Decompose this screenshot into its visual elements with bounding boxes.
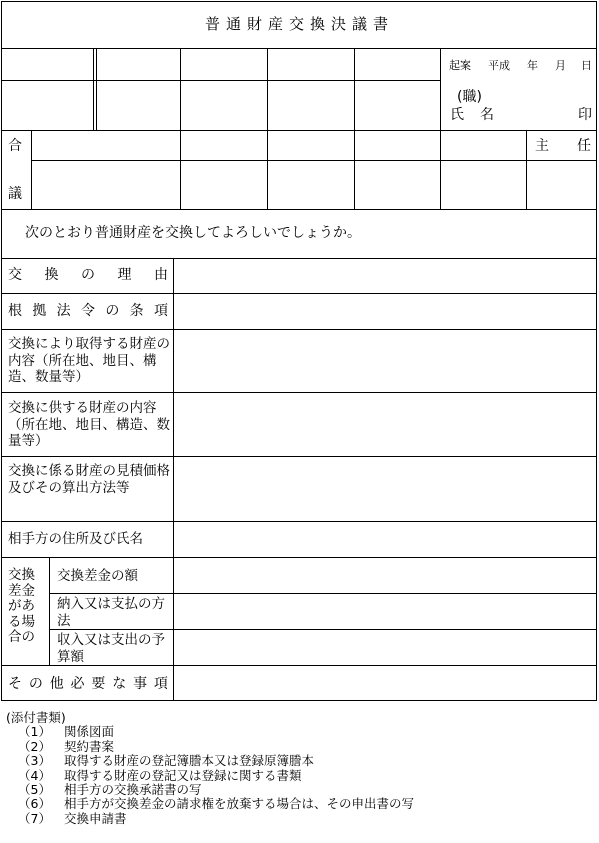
rule <box>1 392 597 393</box>
rule <box>1 665 597 666</box>
offer-property-label: 交換に供する財産の内容（所在地、地目、構造、数量等） <box>8 400 170 449</box>
counterparty-label: 相手方の住所及び氏名 <box>8 531 143 547</box>
diff-amount-label: 交換差金の額 <box>57 568 138 584</box>
seal-label: 印 <box>578 107 592 123</box>
aigi-char: 合 <box>8 138 22 154</box>
rule <box>173 258 174 700</box>
shoku-label: (職) <box>457 89 482 105</box>
acquire-property-label: 交換により取得する財産の内容（所在地、地目、構造、数量等） <box>8 336 170 385</box>
rule <box>49 557 50 665</box>
attachments-list <box>6 711 414 826</box>
rule <box>49 593 597 594</box>
rule <box>1 80 441 81</box>
rule <box>1 130 597 131</box>
form-title: 普通財産交換決議書 <box>205 15 395 33</box>
list-item: （5） 相手方の交換承諾書の写 <box>18 782 202 798</box>
day-label: 日 <box>581 59 592 72</box>
list-item: （4） 取得する財産の登記又は登録に関する書類 <box>18 767 302 783</box>
shimei-char: 氏 <box>450 107 464 123</box>
month-label: 月 <box>555 59 566 72</box>
rule <box>354 48 355 209</box>
shunin-char: 主 <box>535 138 549 154</box>
diff-group-label: 交換差金がある場合の <box>8 567 35 645</box>
aigi-char: 議 <box>8 186 22 202</box>
rule <box>1 557 597 558</box>
rule <box>49 629 597 630</box>
list-item: （7） 交換申請書 <box>18 810 127 826</box>
diff-budget-label: 収入又は支出の予算額 <box>57 632 165 665</box>
rule <box>267 48 268 209</box>
list-item: （1） 関係図面 <box>18 724 115 740</box>
rule <box>1 456 597 457</box>
rule <box>1 258 597 259</box>
law-label: 根 拠 法 令 の 条 項 <box>8 303 168 319</box>
rule <box>1 293 597 294</box>
rule <box>93 48 94 130</box>
rule <box>1 329 597 330</box>
rule <box>526 130 527 209</box>
rule <box>31 160 597 161</box>
list-item: （3） 取得する財産の登記簿謄本又は登録原簿謄本 <box>18 753 315 769</box>
rule <box>31 130 32 209</box>
shimei-char: 名 <box>480 107 494 123</box>
era-label: 平成 <box>488 59 510 72</box>
rule <box>96 48 97 130</box>
other-items-label: そ の 他 必 要 な 事 項 <box>8 676 168 692</box>
shunin-char: 任 <box>577 138 591 154</box>
rule <box>1 209 597 210</box>
attachments-title: (添付書類) <box>6 710 66 725</box>
reason-label: 交 換 の 理 由 <box>8 267 168 283</box>
diff-method-label: 納入又は支払の方法 <box>57 596 165 629</box>
intro-text: 次のとおり普通財産を交換してよろしいでしょうか。 <box>25 225 361 241</box>
estimate-label: 交換に係る財産の見積価格及びその算出方法等 <box>8 463 170 496</box>
rule <box>1 48 597 49</box>
list-item: （2） 契約書案 <box>18 738 115 754</box>
rule <box>1 521 597 522</box>
rule <box>440 48 441 209</box>
rule <box>180 48 181 209</box>
kian-label: 起案 <box>449 59 471 72</box>
year-label: 年 <box>527 59 538 72</box>
list-item: （6） 相手方が交換差金の請求権を放棄する場合は、その申出書の写 <box>18 796 415 812</box>
